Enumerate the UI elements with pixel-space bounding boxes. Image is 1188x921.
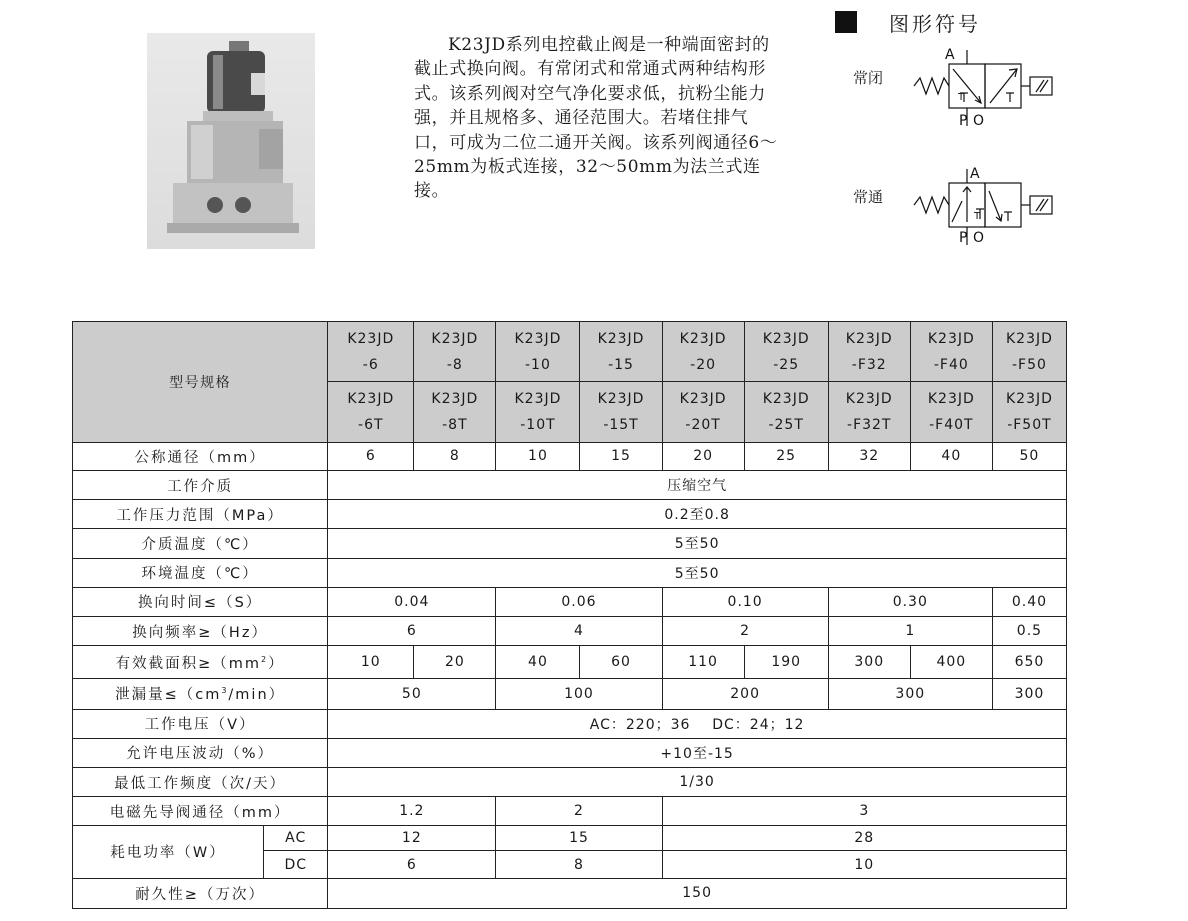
model-cell: K23JD -F40T (910, 382, 992, 442)
switch-time-value: 0.04 (328, 587, 496, 616)
medium-temp-label: 介质温度（℃） (73, 529, 328, 558)
leakage-value: 300 (828, 679, 992, 709)
bore-value: 6 (328, 442, 414, 470)
switch-time-value: 0.40 (992, 587, 1066, 616)
durability-label: 耐久性≥（万次） (73, 878, 328, 908)
power-dc-value: 6 (328, 851, 496, 878)
table-row (73, 826, 1067, 851)
table-row (73, 709, 1067, 738)
min-freq-label: 最低工作频度（次/天） (73, 767, 328, 796)
bore-value: 8 (414, 442, 496, 470)
effective-area-value: 190 (744, 646, 828, 679)
model-cell: K23JD -F40 (910, 322, 992, 382)
spec-table (72, 321, 1067, 909)
table-row (73, 322, 1067, 382)
switch-freq-value: 0.5 (992, 616, 1066, 645)
pilot-bore-value: 3 (662, 797, 1066, 826)
switch-freq-value: 1 (828, 616, 992, 645)
voltage-label: 工作电压（V） (73, 709, 328, 738)
table-row (73, 587, 1067, 616)
valve-photo (147, 33, 315, 249)
switch-time-value: 0.30 (828, 587, 992, 616)
table-row (73, 558, 1067, 587)
normally-open-label: 常通 (853, 188, 884, 206)
pilot-bore-label: 电磁先导阀通径（mm） (73, 797, 328, 826)
table-row (73, 738, 1067, 767)
voltage-fluct-value: +10至-15 (328, 738, 1067, 767)
model-cell: K23JD -20 (662, 322, 744, 382)
model-cell: K23JD -F50 (992, 322, 1066, 382)
min-freq-value: 1/30 (328, 767, 1067, 796)
voltage-value: AC：220；36 DC：24；12 (328, 709, 1067, 738)
power-dc-value: 8 (496, 851, 662, 878)
leakage-value: 300 (992, 679, 1066, 709)
power-dc-value: 10 (662, 851, 1066, 878)
model-cell: K23JD -15T (580, 382, 662, 442)
ambient-temp-label: 环境温度（℃） (73, 558, 328, 587)
model-cell: K23JD -25T (744, 382, 828, 442)
bore-label: 公称通径（mm） (73, 442, 328, 470)
table-row (73, 616, 1067, 645)
model-cell: K23JD -8T (414, 382, 496, 442)
port-t-label: T (974, 211, 981, 222)
pressure-label: 工作压力范围（MPa） (73, 500, 328, 529)
leakage-value: 100 (496, 679, 662, 709)
model-cell: K23JD -6T (328, 382, 414, 442)
medium-label: 工作介质 (73, 471, 328, 500)
model-cell: K23JD -F32T (828, 382, 910, 442)
medium-temp-value: 5至50 (328, 529, 1067, 558)
model-spec-label: 型号规格 (73, 322, 328, 443)
table-row (73, 878, 1067, 908)
model-cell: K23JD -25 (744, 322, 828, 382)
switch-freq-value: 6 (328, 616, 496, 645)
model-cell: K23JD -F32 (828, 322, 910, 382)
effective-area-value: 40 (496, 646, 580, 679)
pressure-value: 0.2至0.8 (328, 500, 1067, 529)
switch-freq-label: 换向频率≥（Hz） (73, 616, 328, 645)
port-p-label: P (959, 113, 968, 129)
port-a-label: A (970, 166, 980, 182)
durability-value: 150 (328, 878, 1067, 908)
switch-freq-value: 2 (662, 616, 828, 645)
bore-value: 10 (496, 442, 580, 470)
switch-time-value: 0.06 (496, 587, 662, 616)
effective-area-value: 10 (328, 646, 414, 679)
power-label: 耗电功率（W） (73, 826, 264, 878)
switch-time-value: 0.10 (662, 587, 828, 616)
ambient-temp-value: 5至50 (328, 558, 1067, 587)
port-a-label: A (945, 47, 955, 63)
bore-value: 50 (992, 442, 1066, 470)
power-dc-label: DC (264, 851, 328, 878)
leakage-value: 50 (328, 679, 496, 709)
model-cell: K23JD -F50T (992, 382, 1066, 442)
graphic-symbol-header (835, 9, 981, 35)
model-cell: K23JD -15 (580, 322, 662, 382)
switch-freq-value: 4 (496, 616, 662, 645)
power-ac-value: 12 (328, 826, 496, 851)
effective-area-value: 300 (828, 646, 910, 679)
black-square-icon (835, 11, 857, 33)
table-row (73, 471, 1067, 500)
model-cell: K23JD -6 (328, 322, 414, 382)
leakage-value: 200 (662, 679, 828, 709)
bore-value: 20 (662, 442, 744, 470)
bore-value: 15 (580, 442, 662, 470)
model-cell: K23JD -8 (414, 322, 496, 382)
normally-closed-symbol (912, 44, 1060, 132)
model-cell: K23JD -20T (662, 382, 744, 442)
normally-open-symbol (912, 163, 1060, 251)
table-row (73, 767, 1067, 796)
model-cell: K23JD -10T (496, 382, 580, 442)
leakage-label: 泄漏量$\le(cm^3/\min)$ (73, 679, 328, 709)
effective-area-value: 400 (910, 646, 992, 679)
port-t-label: T (958, 92, 965, 103)
effective-area-value: 110 (662, 646, 744, 679)
power-ac-label: AC (264, 826, 328, 851)
pilot-bore-value: 2 (496, 797, 662, 826)
table-row (73, 646, 1067, 679)
effective-area-value: 20 (414, 646, 496, 679)
bore-value: 25 (744, 442, 828, 470)
pilot-bore-value: 1.2 (328, 797, 496, 826)
bore-value: 40 (910, 442, 992, 470)
table-row (73, 679, 1067, 709)
power-ac-value: 28 (662, 826, 1066, 851)
medium-value: 压缩空气 (328, 471, 1067, 500)
table-row (73, 529, 1067, 558)
graphic-symbol-title: 图形符号 (889, 11, 981, 36)
port-o-label: O (973, 113, 985, 129)
model-cell: K23JD -10 (496, 322, 580, 382)
switch-time-label: 换向时间≤（S） (73, 587, 328, 616)
table-row (73, 500, 1067, 529)
normally-closed-label: 常闭 (853, 69, 884, 87)
bore-value: 32 (828, 442, 910, 470)
effective-area-value: 650 (992, 646, 1066, 679)
port-o-label: O (973, 230, 985, 246)
effective-area-value: 60 (580, 646, 662, 679)
table-row (73, 442, 1067, 470)
table-row (73, 797, 1067, 826)
power-ac-value: 15 (496, 826, 662, 851)
effective-area-label: 有效截面积$\ge(mm^2)$ (73, 646, 328, 679)
port-p-label: P (959, 230, 968, 246)
product-description: K23JD系列电控截止阀是一种端面密封的截止式换向阀。有常闭式和常通式两种结构形式。该系列阀对空气净化要求低，抗粉尘能力强，并且规格多、通径范围大。若堵住排气口，可成为二位二通开关阀。该系列阀通径6～25mm为板式连接，32～50mm为法兰式连接。 (414, 35, 778, 202)
voltage-fluct-label: 允许电压波动（%） (73, 738, 328, 767)
